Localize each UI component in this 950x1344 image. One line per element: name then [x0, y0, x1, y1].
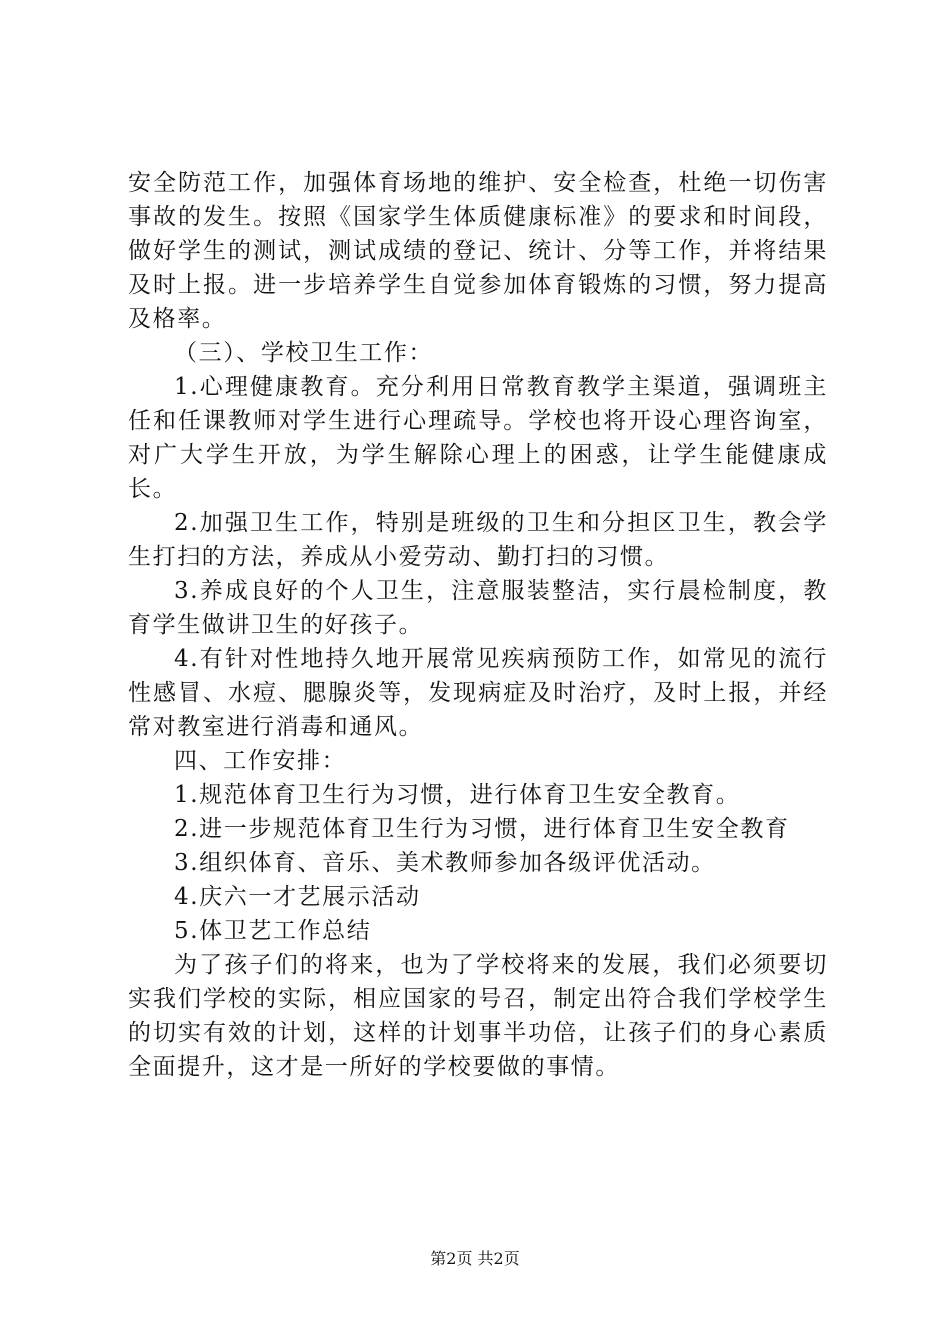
list-item: 5.体卫艺工作总结	[174, 918, 372, 944]
paragraph: 为了孩子们的将来，也为了学校将来的发展，我们必须要切实我们学校的实际，相应国家的号召，制定出符合我们学校学生的切实有效的计划，这样的计划事半功倍，让孩子们的身心素质全面提升，这才是一所好的学校要做的事情。	[128, 952, 828, 1080]
section-heading: （三）、学校卫生工作：	[174, 340, 434, 366]
paragraph: 4.有针对性地持久地开展常见疾病预防工作，如常见的流行性感冒、水痘、腮腺炎等，发现病症及时治疗，及时上报，并经常对教室进行消毒和通风。	[128, 646, 828, 740]
section-heading: 四、工作安排：	[174, 748, 347, 774]
document-body	[128, 166, 828, 1084]
list-item: 3.组织体育、音乐、美术教师参加各级评优活动。	[174, 850, 716, 876]
page-number-footer: 第2页 共2页	[430, 1249, 520, 1268]
list-item: 4.庆六一才艺展示活动	[174, 884, 421, 910]
paragraph: 1.心理健康教育。充分利用日常教育教学主渠道，强调班主任和任课教师对学生进行心理疏导。学校也将开设心理咨询室，对广大学生开放，为学生解除心理上的困惑，让学生能健康成长。	[128, 374, 828, 502]
paragraph: 3.养成良好的个人卫生，注意服装整洁，实行晨检制度，教育学生做讲卫生的好孩子。	[128, 578, 828, 638]
list-item: 1.规范体育卫生行为习惯，进行体育卫生安全教育。	[174, 782, 741, 808]
paragraph: 安全防范工作，加强体育场地的维护、安全检查，杜绝一切伤害事故的发生。按照《国家学生体质健康标准》的要求和时间段，做好学生的测试，测试成绩的登记、统计、分等工作，并将结果及时上报。进一步培养学生自觉参加体育锻炼的习惯，努力提高及格率。	[128, 170, 828, 332]
list-item: 2.进一步规范体育卫生行为习惯，进行体育卫生安全教育	[174, 816, 790, 842]
paragraph: 2.加强卫生工作，特别是班级的卫生和分担区卫生，教会学生打扫的方法，养成从小爱劳动、勤打扫的习惯。	[128, 510, 828, 570]
